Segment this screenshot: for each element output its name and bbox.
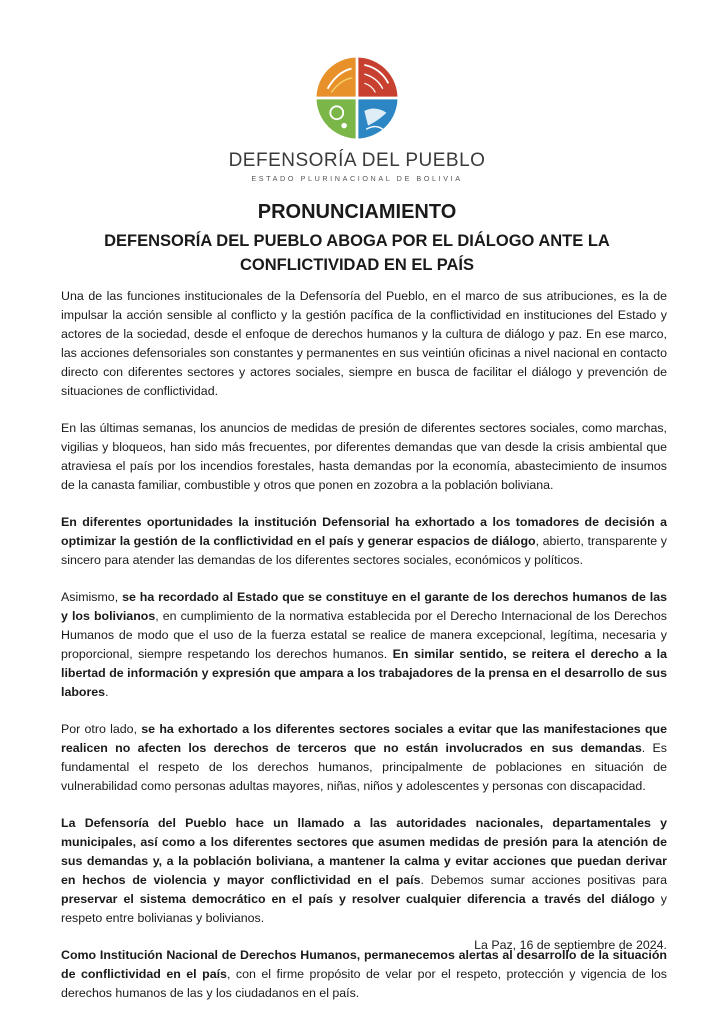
org-subtitle: ESTADO PLURINACIONAL DE BOLIVIA [251, 174, 463, 183]
paragraph-7-text: , con el firme propósito de velar por el respeto, protección y vigencia de los derechos humanos de las y los ciudadanos en el país. [61, 967, 667, 1000]
paragraph-6-bold-1: La Defensoría del Pueblo hace un llamado a las autoridades nacionales, departamentales y municipales, así como a los diferentes sectores que asumen medidas de presión para la atención de sus demandas y, a la población boliviana, a mantener la calma y evitar acciones que puedan derivar en hechos de violencia y mayor conflictividad en el país [61, 816, 667, 887]
subtitle-line-1: DEFENSORÍA DEL PUEBLO ABOGA POR EL DIÁLOGO ANTE LA [104, 232, 610, 250]
paragraph-4-text-a: Asimismo, [61, 590, 123, 604]
subtitle-line-2: CONFLICTIVIDAD EN EL PAÍS [239, 256, 475, 274]
defensoria-logo-icon [311, 52, 403, 144]
paragraph-3-text: , abierto, transparente y sincero para atender las demandas de los diferentes sectores sociales, económicos y políticos. [61, 534, 667, 567]
paragraph-6-text-b: y respeto entre bolivianas y bolivianos. [61, 892, 668, 925]
paragraph-1: Una de las funciones institucionales de la Defensoría del Pueblo, en el marco de sus atribuciones, es la de impulsar la acción sensible al conflicto y la gestión pacífica de la conflictividad en instituciones del Estado y actores de la sociedad, desde el enfoque de derechos humanos y la cultura de diálogo y paz. En ese marco, las acciones defensoriales son constantes y permanentes en sus veintiún oficinas a nivel nacional en contacto directo con diferentes sectores y actores sociales, siempre en busca de facilitar el diálogo y prevención de situaciones de conflictividad. [61, 289, 667, 398]
page-subtitle [40, 229, 674, 277]
paragraph-6-text-a: . Debemos sumar acciones positivas para [420, 873, 667, 887]
paragraph-2: En las últimas semanas, los anuncios de medidas de presión de diferentes sectores sociales, como marchas, vigilias y bloqueos, han sido más frecuentes, por diferentes demandas que van desde la crisis ambiental que atraviesa el país por los incendios forestales, hasta demandas por la economía, abastecimiento de insumos de la canasta familiar, combustible y otros que ponen en zozobra a la población boliviana. [61, 421, 667, 492]
paragraph-3-bold: En diferentes oportunidades la institución Defensorial ha exhortado a los tomadores de decisión a optimizar la gestión de la conflictividad en el país y generar espacios de diálogo [61, 515, 667, 548]
paragraph-4 [61, 588, 667, 702]
place-date: La Paz, 16 de septiembre de 2024. [474, 938, 667, 952]
paragraph-4-text-c: . [105, 685, 109, 699]
paragraph-4-bold-1: se ha recordado al Estado que se constituye en el garante de los derechos humanos de las y los bolivianos [61, 590, 667, 623]
title-block [40, 200, 674, 277]
paragraph-6-bold-2: preservar el sistema democrático en el país y resolver cualquier diferencia a través del diálogo [61, 892, 655, 906]
paragraph-4-bold-2: En similar sentido, se reitera el derecho a la libertad de información y expresión que ampara a los trabajadores de la prensa en el desarrollo de sus labores [61, 647, 667, 699]
paragraph-5-text-a: Por otro lado, [61, 722, 142, 736]
paragraph-5 [61, 720, 667, 796]
org-name: DEFENSORÍA DEL PUEBLO [228, 150, 486, 171]
paragraph-7-bold: Como Institución Nacional de Derechos Humanos, permanecemos alertas al desarrollo de la situación de conflictividad en el país [61, 948, 667, 981]
paragraph-3 [61, 513, 667, 570]
document-body [61, 287, 667, 1021]
paragraph-5-text-b: . Es fundamental el respeto de los derechos humanos, principalmente de poblaciones en situación de vulnerabilidad como personas adultas mayores, niñas, niños y adolescentes y personas con discapacidad. [61, 741, 667, 793]
paragraph-4-text-b: , en cumplimiento de la normativa establecida por el Derecho Internacional de los Derechos Humanos de modo que el uso de la fuerza estatal se realice de manera excepcional, legítima, necesaria y proporcional, siempre respetando los derechos humanos. [61, 609, 667, 661]
page-title: PRONUNCIAMIENTO [257, 201, 457, 223]
paragraph-5-bold: se ha exhortado a los diferentes sectores sociales a evitar que las manifestaciones que realicen no afecten los derechos de terceros que no están involucrados en sus demandas [61, 722, 667, 755]
paragraph-6 [61, 814, 667, 928]
header [0, 52, 714, 183]
